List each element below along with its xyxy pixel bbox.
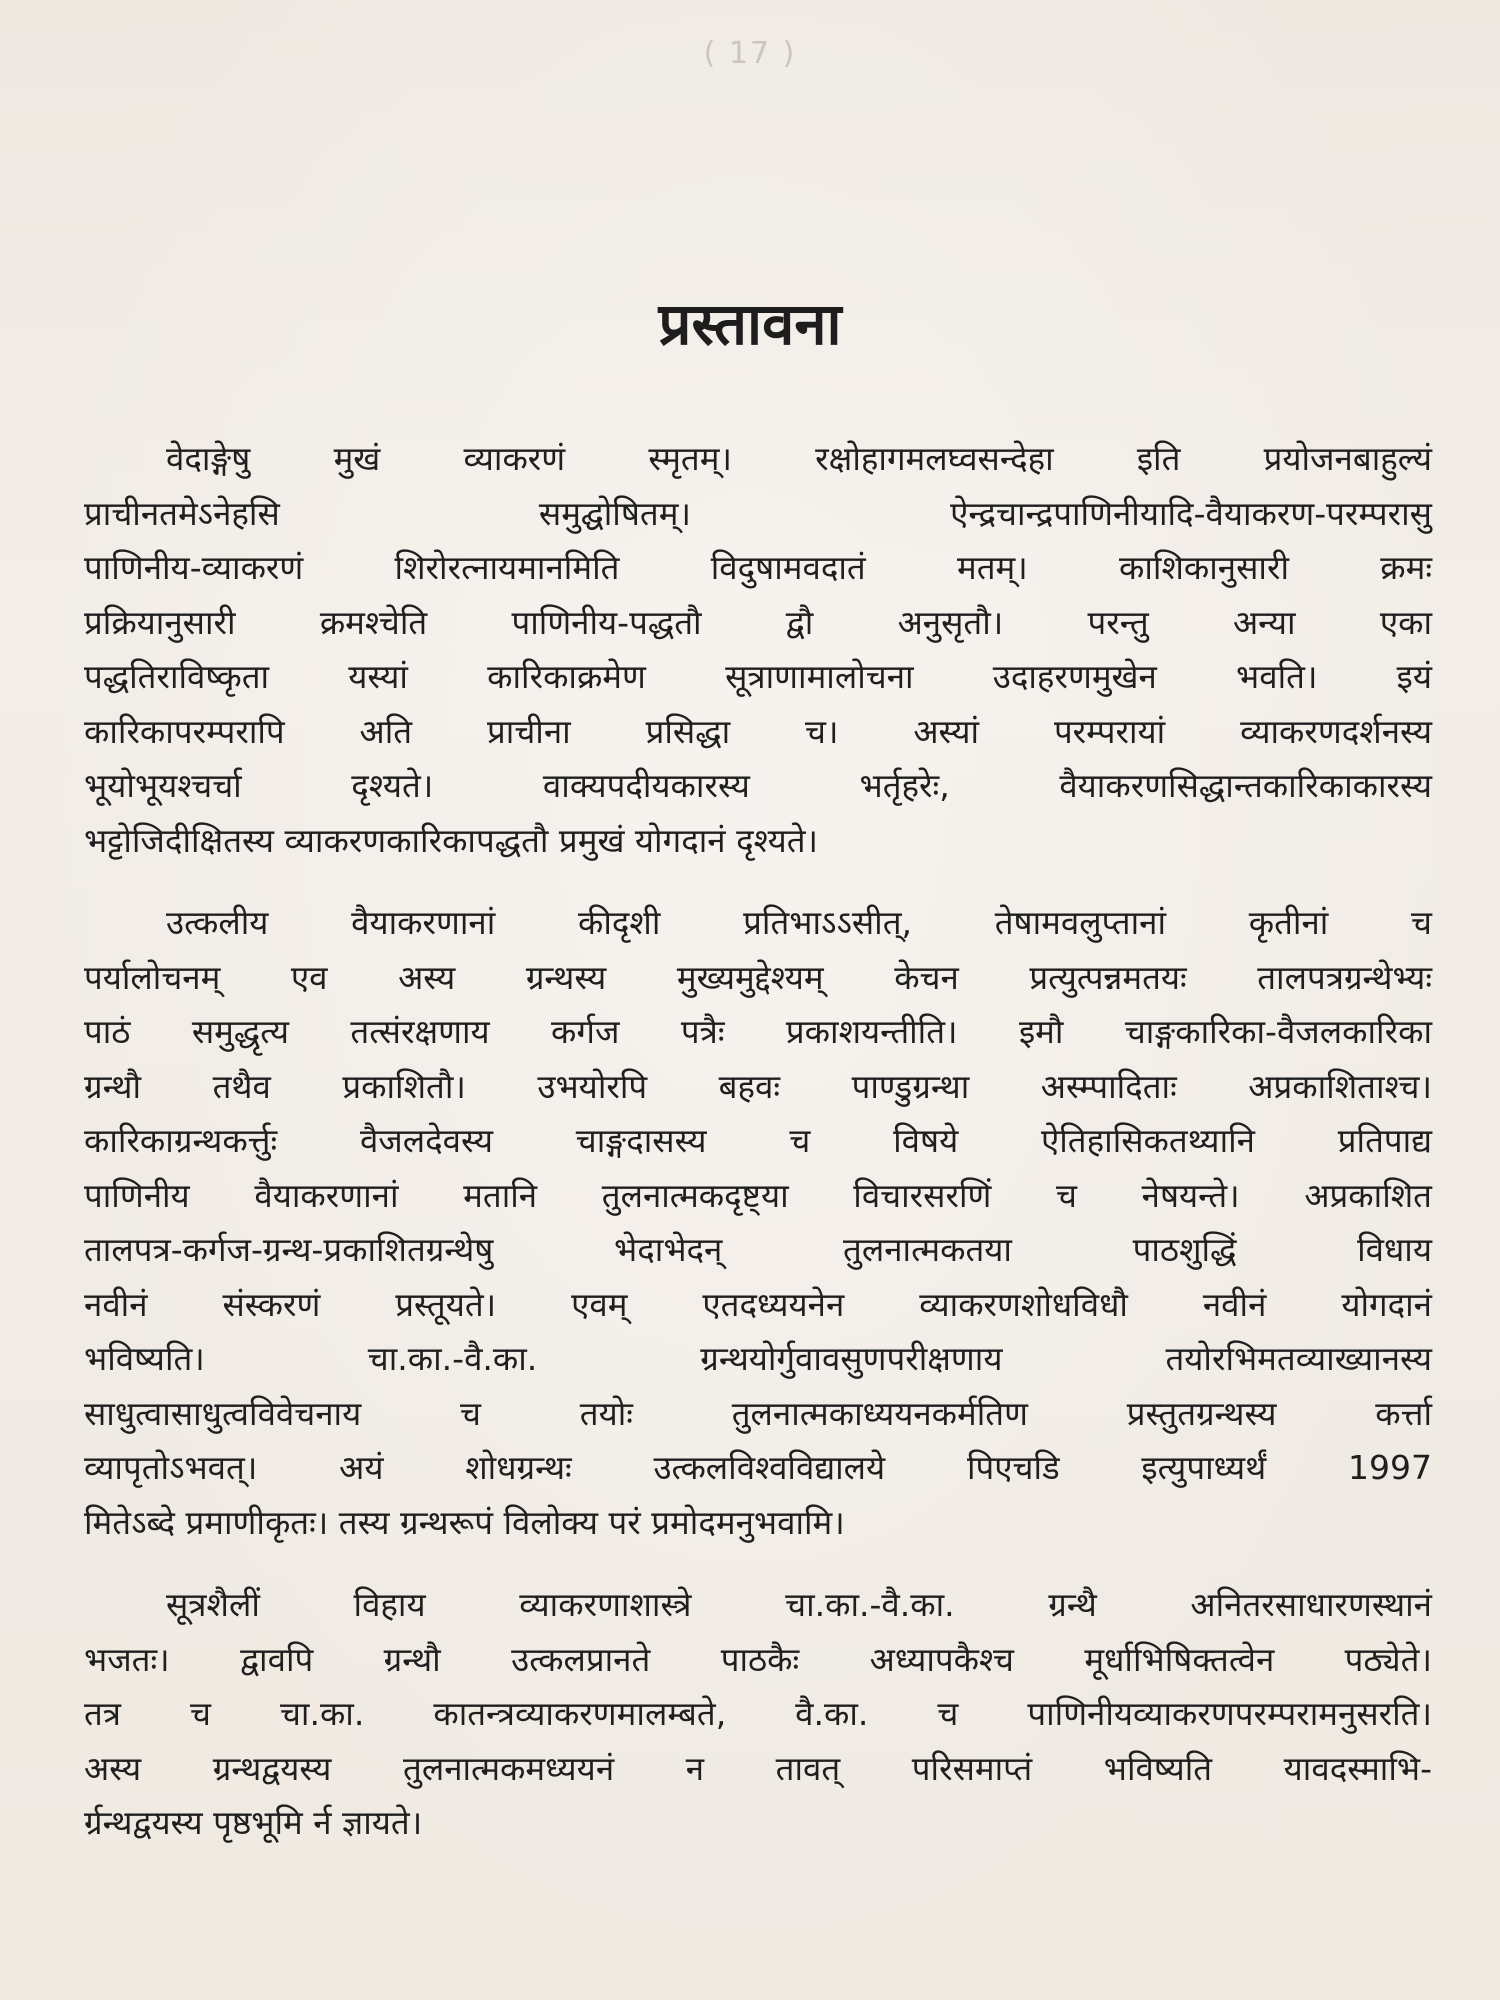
text-line: प्राचीनतमेऽनेहसि समुद्घोषितम्। ऐन्द्रचान्द्रपाणिनीयादि-वैयाकरण-परम्परासु (84, 493, 1432, 533)
text-line: कारिकापरम्परापि अति प्राचीना प्रसिद्धा च। अस्यां परम्परायां व्याकरणदर्शनस्य (84, 711, 1432, 751)
paragraph-3 (84, 1578, 1432, 1851)
body-text (84, 432, 1432, 1851)
text-line: वेदाङ्गेषु मुखं व्याकरणं स्मृतम्। रक्षोहागमलघ्वसन्देहा इति प्रयोजनबाहुल्यं (166, 439, 1432, 478)
paragraph-2 (84, 896, 1432, 1550)
text-line: भजतः। द्वावपि ग्रन्थौ उत्कलप्रानते पाठकैः अध्यापकैश्च मूर्धाभिषिक्तत्वेन पठ्येते। (84, 1639, 1432, 1679)
text-line: साधुत्वासाधुत्वविवेचनाय च तयोः तुलनात्मकाध्ययनकर्मतिण प्रस्तुतग्रन्थस्य कर्त्ता (84, 1393, 1432, 1433)
text-line: ग्रन्थौ तथैव प्रकाशितौ। उभयोरपि बहवः पाण्डुग्रन्था अस्म्पादिताः अप्रकाशिताश्च। (84, 1066, 1432, 1106)
text-line: पाणिनीय वैयाकरणानां मतानि तुलनात्मकदृष्ट्या विचारसरणिं च नेषयन्ते। अप्रकाशित (84, 1175, 1432, 1215)
text-line: कारिकाग्रन्थकर्त्तुः वैजलदेवस्य चाङ्गदासस्य च विषये ऐतिहासिकतथ्यानि प्रतिपाद्य (84, 1121, 1432, 1160)
text-line: प्रक्रियानुसारी क्रमश्चेति पाणिनीय-पद्धतौ द्वौ अनुसृतौ। परन्तु अन्या एका (84, 602, 1432, 642)
text-line: तालपत्र-कर्गज-ग्रन्थ-प्रकाशितग्रन्थेषु भेदाभेदन् तुलनात्मकतया पाठशुद्धिं विधाय (84, 1230, 1432, 1269)
text-line: मितेऽब्दे प्रमाणीकृतः। तस्य ग्रन्थरूपं विलोक्य परं प्रमोदमनुभवामि। (84, 1502, 845, 1542)
text-line: भूयोभूयश्चर्चा दृश्यते। वाक्यपदीयकारस्य भर्तृहरेः, वैयाकरणसिद्धान्तकारिकाकारस्य (84, 766, 1432, 805)
bleed-through-line (70, 140, 1440, 180)
paragraph-1 (84, 432, 1432, 868)
text-line: पर्यालोचनम् एव अस्य ग्रन्थस्य मुख्यमुद्देश्यम् केचन प्रत्युत्पन्नमतयः तालपत्रग्रन्थेभ्यः (84, 957, 1432, 997)
text-line: व्यापृतोऽभवत्। अयं शोधग्रन्थः उत्कलविश्वविद्यालये पिएचडि इत्युपाध्यर्थं 1997 (84, 1448, 1432, 1487)
text-line: पाणिनीय-व्याकरणं शिरोरत्नायमानमिति विदुषामवदातं मतम्। काशिकानुसारी क्रमः (84, 548, 1432, 587)
text-line: भट्टोजिदीक्षितस्य व्याकरणकारिकापद्धतौ प्रमुखं योगदानं दृश्यते। (84, 820, 819, 860)
text-line: तत्र च चा.का. कातन्त्रव्याकरणमालम्बते, वै.का. च पाणिनीयव्याकरणपरम्परामनुसरति। (84, 1694, 1432, 1733)
text-line: सूत्रशैलीं विहाय व्याकरणाशास्त्रे चा.का.-वै.का. ग्रन्थै अनितरसाधारणस्थानं (166, 1585, 1432, 1624)
text-line: उत्कलीय वैयाकरणानां कीदृशी प्रतिभाऽऽसीत्, तेषामवलुप्तानां कृतीनां च (166, 903, 1432, 942)
text-line: र्ग्रन्थद्वयस्य पृष्ठभूमि र्न ज्ञायते। (84, 1803, 423, 1842)
text-line: अस्य ग्रन्थद्वयस्य तुलनात्मकमध्ययनं न तावत् परिसमाप्तं भविष्यति यावदस्माभि- (84, 1748, 1432, 1788)
section-heading: प्रस्तावना (658, 290, 842, 358)
page-number: ( 17 ) (703, 36, 797, 71)
text-line: पद्धतिराविष्कृता यस्यां कारिकाक्रमेण सूत्राणामालोचना उदाहरणमुखेन भवति। इयं (84, 657, 1432, 696)
text-line: भविष्यति। चा.का.-वै.का. ग्रन्थयोर्गुवावसुणपरीक्षणाय तयोरभिमतव्याख्यानस्य (84, 1339, 1432, 1378)
text-line: नवीनं संस्करणं प्रस्तूयते। एवम् एतदध्ययनेन व्याकरणशोधविधौ नवीनं योगदानं (84, 1284, 1432, 1324)
text-line: पाठं समुद्धृत्य तत्संरक्षणाय कर्गज पत्रैः प्रकाशयन्तीति। इमौ चाङ्गकारिका-वैजलकारिका (84, 1012, 1432, 1051)
